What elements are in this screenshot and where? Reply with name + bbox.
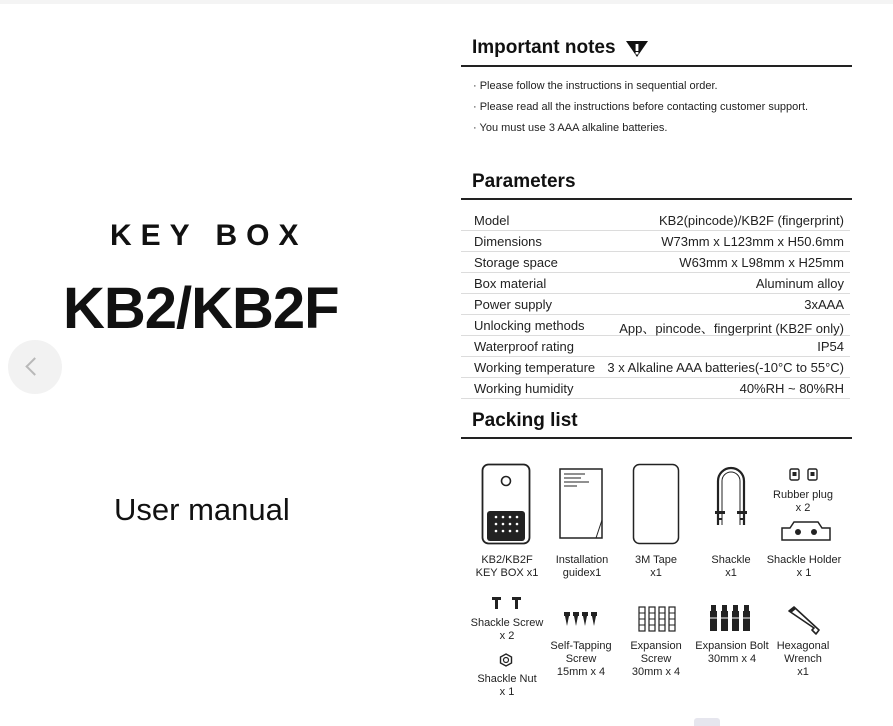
packing-list-rule [461,437,852,439]
param-key: Dimensions [474,234,542,249]
param-key: Storage space [474,255,558,270]
packing-item-text: Installation guidex1 [555,554,609,579]
packing-item-text: Expansion Bolt 30mm x 4 [695,640,769,665]
packing-list-title: Packing list [472,410,578,431]
param-row-working-temperature [461,357,850,378]
top-border [0,0,893,4]
expansion-bolt-icon [709,604,753,634]
guide-icon [559,468,604,540]
param-value: KB2(pincode)/KB2F (fingerprint) [659,213,844,228]
param-row-storage-space [461,252,850,273]
param-value: W73mm x L123mm x H50.6mm [661,234,844,249]
param-row-model [461,210,850,231]
param-key: Model [474,213,510,228]
self-tapping-screw-icon [563,611,599,627]
note-item: · Please follow the instructions in sequential order. [473,80,718,92]
important-notes-rule [461,65,852,67]
packing-item-text: KB2/KB2F KEY BOX x1 [475,554,539,579]
param-row-working-humidity [461,378,850,399]
param-row-unlocking-methods [461,315,850,336]
warning-icon [625,40,649,58]
key-box-icon [481,463,531,545]
param-value: App、pincode、fingerprint (KB2F only) [619,321,844,336]
packing-item-text: Shackle Nut x 1 [477,673,537,698]
packing-item-label [691,554,771,580]
param-row-box-material [461,273,850,294]
hex-wrench-icon [786,605,822,635]
param-key: Working humidity [474,381,574,396]
chevron-left-icon [25,357,43,375]
param-key: Unlocking methods [474,318,585,333]
cover-user-manual: User manual [114,492,290,527]
packing-item-text: 3M Tape x1 [635,554,677,579]
param-row-dimensions [461,231,850,252]
packing-item-label [761,554,847,580]
packing-item-text: Shackle x1 [711,554,751,579]
packing-item-text: Hexagonal Wrench x1 [776,640,830,678]
tape-icon [632,463,680,545]
important-notes-title: Important notes [472,37,616,58]
param-value: IP54 [817,339,844,354]
packing-item-text: Shackle Screw x 2 [470,617,544,642]
packing-item-label [466,673,548,699]
param-value: 3 x Alkaline AAA batteries(-10°C to 55°C) [607,360,844,375]
packing-item-text: Self-Tapping Screw 15mm x 4 [550,640,612,678]
packing-item-label [466,554,548,580]
shackle-screw-icon [490,596,524,610]
shackle-nut-icon [499,653,513,667]
param-value: Aluminum alloy [755,276,844,291]
cover-model-title: KB2/KB2F [63,276,339,341]
packing-item-label [763,640,843,679]
packing-item-label [616,554,696,580]
cover-subtitle: KEY BOX [110,219,308,252]
packing-item-text: Rubber plug x 2 [773,489,833,514]
packing-item-text: Expansion Screw 30mm x 4 [630,640,682,678]
shackle-holder-icon [780,520,832,542]
param-row-waterproof-rating [461,336,850,357]
param-row-power-supply [461,294,850,315]
param-value: 40%RH ~ 80%RH [739,381,844,396]
param-key: Working temperature [474,360,596,375]
parameters-title: Parameters [472,171,576,192]
rubber-plug-icon [788,468,820,482]
packing-item-label [540,640,622,679]
param-value: 3xAAA [804,297,844,312]
param-value: W63mm x L98mm x H25mm [679,255,844,270]
param-key: Power supply [474,297,553,312]
note-item: · Please read all the instructions before contacting customer support. [473,101,809,113]
param-key: Box material [474,276,547,291]
packing-item-label [542,554,622,580]
packing-item-label [616,640,696,679]
expansion-screw-icon [638,606,676,632]
previous-page-button[interactable] [8,340,62,394]
shackle-icon [712,463,750,527]
packing-item-label [464,617,550,643]
parameters-rule [461,198,852,200]
note-item: · You must use 3 AAA alkaline batteries. [473,122,668,134]
param-key: Waterproof rating [474,339,574,354]
packing-item-text: Shackle Holder x 1 [766,554,842,579]
packing-item-label [763,489,843,515]
